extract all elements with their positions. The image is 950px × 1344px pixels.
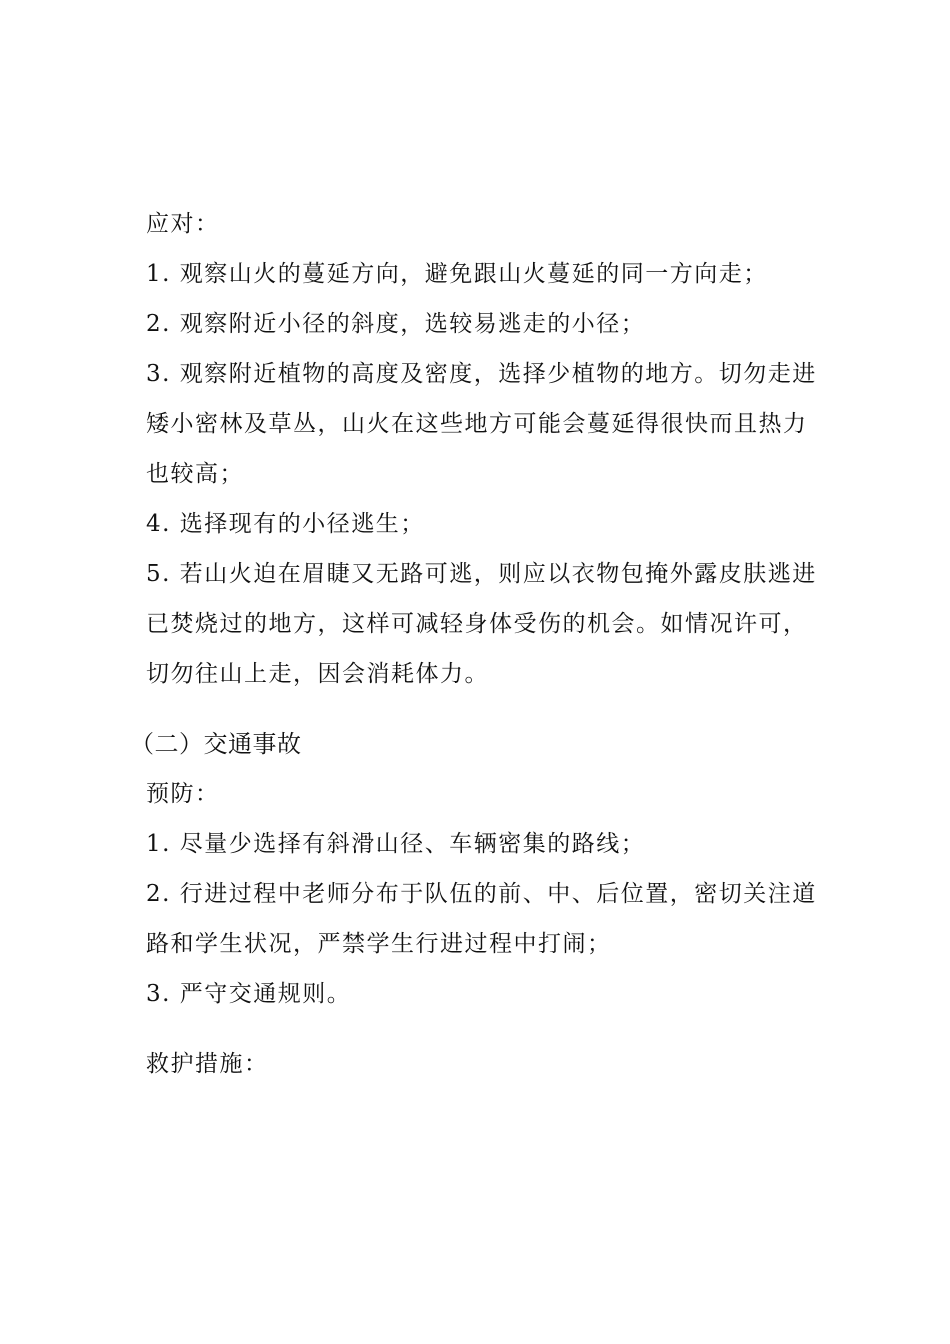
fire-item-5-line-3: 切勿往山上走，因会消耗体力。 [146, 661, 489, 687]
fire-item-3-line-3: 也较高； [146, 461, 244, 487]
section-spacer [146, 699, 836, 719]
traffic-item-1: 1. 尽量少选择有斜滑山径、车辆密集的路线； [146, 831, 646, 857]
fire-item-4: 4. 选择现有的小径逃生； [146, 511, 425, 537]
fire-response-label: 应对： [146, 211, 220, 237]
traffic-rescue-label: 救护措施： [146, 1051, 269, 1077]
fire-item-2: 2. 观察附近小径的斜度，选较易逃走的小径； [146, 311, 646, 337]
fire-item-3-line-2: 矮小密林及草丛，山火在这些地方可能会蔓延得很快而且热力 [146, 411, 808, 437]
traffic-prevention-label: 预防： [146, 781, 220, 807]
section-spacer [146, 1019, 836, 1039]
traffic-section-heading: （二）交通事故 [130, 730, 302, 758]
fire-item-5-line-1: 5. 若山火迫在眉睫又无路可逃，则应以衣物包掩外露皮肤逃进 [146, 561, 817, 587]
traffic-item-2-line-2: 路和学生状况，严禁学生行进过程中打闹； [146, 931, 612, 957]
document-content [130, 199, 836, 1089]
fire-item-3-line-1: 3. 观察附近植物的高度及密度，选择少植物的地方。切勿走进 [146, 361, 817, 387]
fire-item-5-line-2: 已焚烧过的地方，这样可减轻身体受伤的机会。如情况许可， [146, 611, 808, 637]
fire-item-1: 1. 观察山火的蔓延方向，避免跟山火蔓延的同一方向走； [146, 261, 768, 287]
traffic-item-2-line-1: 2. 行进过程中老师分布于队伍的前、中、后位置，密切关注道 [146, 881, 817, 907]
traffic-item-3: 3. 严守交通规则。 [146, 981, 352, 1007]
